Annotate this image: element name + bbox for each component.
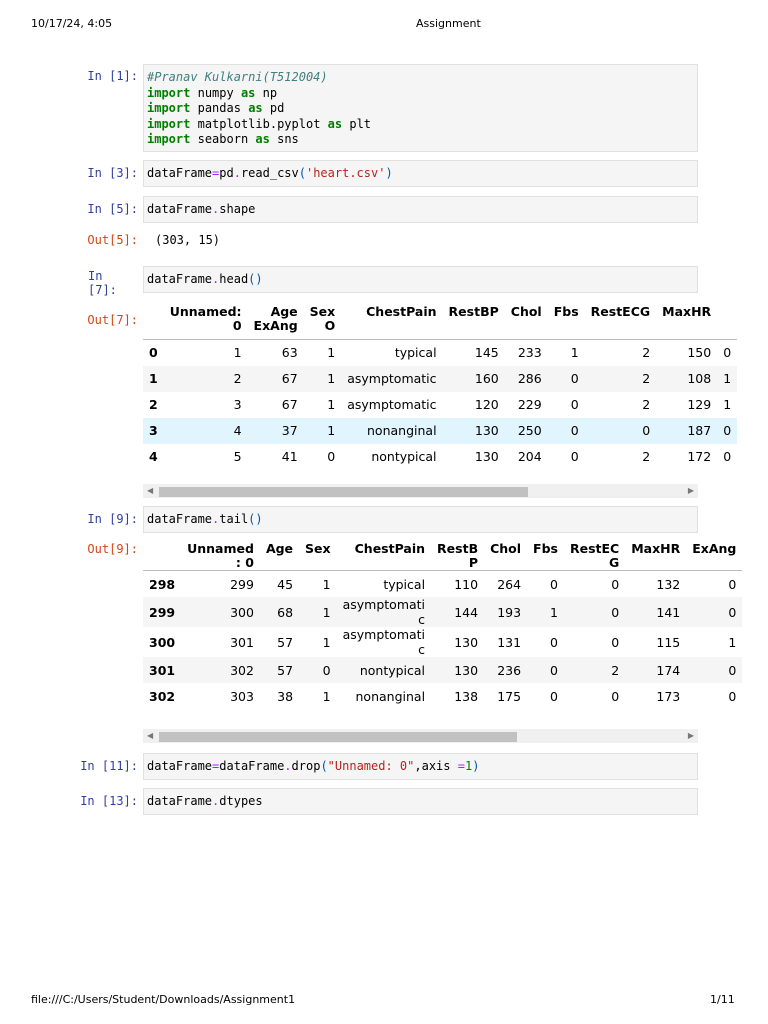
table-cell: asymptomati c — [337, 597, 431, 627]
table-cell: 2 — [585, 366, 657, 392]
module: seaborn — [197, 132, 249, 146]
table-cell: 38 — [277, 688, 294, 704]
table-cell: 0 — [550, 576, 558, 592]
print-datetime: 10/17/24, 4:05 — [31, 17, 113, 30]
keyword: as — [240, 85, 256, 100]
column-header — [717, 305, 737, 339]
column-header: MaxHR — [631, 541, 681, 556]
table-cell: 302 — [181, 657, 260, 683]
cell-9-prompt: In [9]: — [87, 512, 138, 526]
table-cell: 130 — [474, 449, 499, 464]
table-cell: 172 — [687, 449, 712, 464]
table-cell: 2 — [642, 345, 651, 360]
table-cell: 0 — [686, 597, 742, 627]
cell-13-prompt: In [13]: — [80, 794, 138, 808]
table-cell: typical — [394, 345, 437, 360]
scrollbar-thumb[interactable] — [159, 487, 528, 497]
row-index: 4 — [149, 449, 158, 464]
table-cell: 120 — [474, 397, 499, 412]
table-cell: 68 — [260, 597, 299, 627]
cell-7-prompt: In [7]: — [88, 269, 117, 297]
table-cell: 0 — [550, 688, 558, 704]
column-header: Age ExAng — [253, 304, 298, 333]
table-cell: 0 — [564, 597, 625, 627]
code-var: dataFrame — [147, 759, 213, 773]
table-cell: 4 — [164, 418, 248, 444]
cell-9-out-prompt: Out[9]: — [87, 542, 138, 556]
code-op: . — [212, 202, 220, 216]
table-cell: 160 — [443, 366, 505, 392]
table-cell: 131 — [497, 634, 522, 650]
table-cell: 45 — [277, 576, 294, 592]
table-cell: 1 — [570, 345, 579, 360]
alias: plt — [349, 116, 372, 131]
table-cell: 0 — [327, 449, 336, 464]
table-cell: 187 — [656, 418, 717, 444]
cell-1-code[interactable] — [143, 64, 698, 152]
code-string: "Unnamed: 0" — [327, 759, 415, 773]
code-op: = — [212, 759, 220, 773]
table-cell: 1 — [728, 634, 737, 650]
column-header: MaxHR — [662, 304, 712, 319]
cell-5-out-prompt: Out[5]: — [87, 233, 138, 247]
table-cell: 0 — [728, 576, 737, 592]
table-cell: 41 — [281, 449, 298, 464]
code-number: 1 — [464, 759, 473, 773]
print-footer-path: file:///C:/Users/Student/Downloads/Assignment1 — [31, 993, 296, 1006]
table-row — [143, 657, 742, 683]
alias: np — [262, 85, 278, 100]
table-row — [143, 418, 737, 444]
table-cell: 67 — [248, 366, 304, 392]
table-cell: 0 — [728, 688, 737, 704]
column-header: ExAng — [692, 541, 737, 556]
table-cell: nontypical — [337, 657, 431, 683]
tail-table-scrollbar[interactable] — [143, 729, 698, 743]
table-cell: 2 — [642, 397, 651, 412]
tail-table-container — [143, 541, 737, 730]
table-cell: 0 — [686, 657, 742, 683]
row-index: 2 — [149, 397, 158, 412]
head-table-scrollbar[interactable] — [143, 484, 698, 498]
table-cell: 108 — [656, 366, 717, 392]
code-op: = — [457, 759, 465, 773]
table-cell: 57 — [277, 634, 294, 650]
code-var: dataFrame — [147, 272, 213, 286]
keyword: import — [147, 132, 191, 146]
table-cell: 0 — [723, 449, 732, 464]
tail-table — [143, 542, 742, 709]
table-cell: 0 — [723, 345, 732, 360]
column-header: ChestPain — [366, 304, 437, 319]
table-cell: typical — [383, 576, 426, 592]
table-cell: 2 — [164, 366, 248, 392]
column-header — [143, 305, 164, 339]
row-index: 299 — [143, 597, 181, 627]
head-table-container — [143, 304, 732, 475]
column-header: ChestPain — [354, 541, 426, 556]
table-cell: asymptomati c — [342, 627, 426, 657]
print-page-number: 1/11 — [710, 993, 735, 1006]
column-header: RestB P — [437, 541, 479, 570]
table-cell: 67 — [281, 397, 298, 412]
code-attr: shape — [219, 202, 256, 216]
column-header: RestEC G — [569, 541, 620, 570]
table-cell: nontypical — [371, 449, 437, 464]
column-header — [143, 542, 181, 571]
code-op: . — [212, 272, 220, 286]
code-op: . — [284, 759, 292, 773]
code-paren: ( — [298, 166, 306, 180]
table-cell: 57 — [260, 657, 299, 683]
cell-7-out-prompt: Out[7]: — [87, 313, 138, 327]
table-cell: 110 — [454, 576, 479, 592]
scroll-left-arrow-icon[interactable]: ◀ — [147, 731, 154, 740]
table-row — [143, 392, 737, 418]
table-cell: 0 — [527, 657, 564, 683]
table-cell: 0 — [548, 366, 585, 392]
cell-3-prompt: In [3]: — [87, 166, 138, 180]
table-cell: 0 — [570, 449, 579, 464]
cell-1-prompt: In [1]: — [87, 69, 138, 83]
code-op: = — [212, 166, 220, 180]
module: pandas — [197, 101, 241, 115]
code-op: . — [212, 512, 220, 526]
table-cell: 141 — [625, 597, 686, 627]
table-row — [143, 366, 737, 392]
row-index: 301 — [143, 657, 181, 683]
code-paren: () — [248, 512, 263, 526]
table-row — [143, 571, 742, 598]
code-op: . — [233, 166, 241, 180]
keyword: import — [147, 101, 191, 115]
code-fn: read_csv — [240, 166, 299, 180]
table-row — [143, 339, 737, 366]
cell-11-prompt: In [11]: — [80, 759, 138, 773]
code-var: dataFrame — [147, 166, 213, 180]
table-cell: 229 — [517, 397, 542, 412]
code-var: dataFrame — [147, 794, 213, 808]
table-cell: 1 — [717, 366, 737, 392]
head-table — [143, 305, 737, 470]
table-cell: 1 — [322, 634, 331, 650]
code-var: pd — [219, 166, 234, 180]
code-paren: () — [248, 272, 263, 286]
table-cell: 233 — [517, 345, 542, 360]
table-cell: 1 — [322, 688, 331, 704]
table-row — [143, 597, 742, 627]
code-op: . — [212, 794, 220, 808]
table-row — [143, 627, 742, 657]
column-header: Chol — [490, 541, 522, 556]
module: matplotlib.pyplot — [197, 116, 321, 131]
cell-13-code[interactable] — [143, 788, 698, 815]
table-cell: 129 — [687, 397, 712, 412]
table-cell: 250 — [505, 418, 548, 444]
print-title: Assignment — [416, 17, 481, 30]
cell-11-code[interactable] — [143, 753, 698, 780]
table-cell: 0 — [611, 576, 620, 592]
column-header: Fbs — [553, 304, 579, 319]
column-header: RestBP — [448, 304, 499, 319]
scroll-right-arrow-icon[interactable]: ▶ — [687, 731, 694, 740]
code-paren: ( — [320, 759, 328, 773]
table-cell: 144 — [431, 597, 484, 627]
table-cell: 204 — [517, 449, 542, 464]
row-index: 298 — [149, 576, 176, 592]
row-index: 0 — [149, 345, 158, 360]
keyword: import — [147, 85, 191, 100]
keyword: import — [147, 116, 191, 131]
code-var: dataFrame — [219, 759, 285, 773]
table-cell: 145 — [474, 345, 499, 360]
cell-5-prompt: In [5]: — [87, 202, 138, 216]
table-cell: 150 — [687, 345, 712, 360]
table-cell: 1 — [299, 597, 337, 627]
table-cell: nonanginal — [341, 418, 442, 444]
table-cell: 264 — [497, 576, 522, 592]
code-attr: dtypes — [219, 794, 263, 808]
table-cell: 0 — [299, 657, 337, 683]
table-cell: 130 — [454, 634, 479, 650]
table-cell: 0 — [570, 397, 579, 412]
module: numpy — [197, 85, 234, 100]
table-cell: 138 — [454, 688, 479, 704]
table-cell: 300 — [181, 597, 260, 627]
table-cell: 63 — [281, 345, 298, 360]
table-cell: 175 — [497, 688, 522, 704]
row-index: 302 — [149, 688, 176, 704]
cell-5-code[interactable] — [143, 196, 698, 223]
table-cell: 1 — [723, 397, 732, 412]
column-header: RestECG — [590, 304, 651, 319]
table-cell: 1 — [327, 345, 336, 360]
table-cell: 0 — [585, 418, 657, 444]
column-header: Sex O — [309, 304, 336, 333]
row-index: 3 — [143, 418, 164, 444]
code-fn: head — [219, 272, 249, 286]
column-header: Age — [265, 541, 294, 556]
table-cell: 1 — [327, 397, 336, 412]
alias: pd — [269, 101, 285, 115]
table-cell: 236 — [484, 657, 527, 683]
alias: sns — [277, 132, 299, 146]
table-cell: 0 — [611, 634, 620, 650]
scroll-left-arrow-icon[interactable]: ◀ — [147, 486, 154, 495]
table-cell: 0 — [550, 634, 558, 650]
table-cell: asymptomatic — [341, 366, 442, 392]
table-cell: 174 — [625, 657, 686, 683]
table-cell: 1 — [527, 597, 564, 627]
row-index: 300 — [149, 634, 176, 650]
table-cell: 173 — [656, 688, 681, 704]
table-cell: asymptomatic — [347, 397, 437, 412]
column-header: Unnamed: 0 — [169, 304, 242, 333]
table-cell: 2 — [642, 449, 651, 464]
table-cell: 1 — [233, 345, 242, 360]
keyword: as — [248, 101, 263, 115]
code-arg: ,axis — [414, 759, 458, 773]
cell-7-code[interactable] — [143, 266, 698, 293]
row-index: 1 — [143, 366, 164, 392]
table-cell: nonanginal — [355, 688, 426, 704]
table-cell: 130 — [443, 418, 505, 444]
keyword: as — [255, 132, 270, 146]
code-paren: ) — [472, 759, 480, 773]
table-cell: 193 — [484, 597, 527, 627]
code-var: dataFrame — [147, 512, 213, 526]
code-string: 'heart.csv' — [305, 166, 386, 180]
column-header: Sex — [305, 541, 331, 556]
scroll-right-arrow-icon[interactable]: ▶ — [687, 486, 694, 495]
shape-output: (303, 15) — [155, 233, 221, 247]
scrollbar-thumb[interactable] — [159, 732, 517, 742]
table-cell: 1 — [322, 576, 331, 592]
table-cell: 115 — [656, 634, 681, 650]
table-cell: 3 — [233, 397, 242, 412]
keyword: as — [327, 116, 343, 131]
table-cell: 303 — [230, 688, 254, 704]
table-cell: 1 — [304, 418, 342, 444]
column-header: Chol — [510, 304, 542, 319]
table-row — [143, 444, 737, 470]
table-cell: 299 — [230, 576, 254, 592]
table-cell: 2 — [564, 657, 625, 683]
table-cell: 130 — [431, 657, 484, 683]
cell-9-code[interactable] — [143, 506, 698, 533]
cell-3-code[interactable] — [143, 160, 698, 187]
table-cell: 0 — [611, 688, 620, 704]
table-cell: 286 — [505, 366, 548, 392]
table-cell: 301 — [230, 634, 254, 650]
code-var: dataFrame — [147, 202, 213, 216]
table-cell: 0 — [548, 418, 585, 444]
table-cell: 5 — [233, 449, 242, 464]
code-fn: drop — [291, 759, 321, 773]
code-fn: tail — [219, 512, 249, 526]
code-paren: ) — [385, 166, 393, 180]
table-cell: 132 — [656, 576, 681, 592]
column-header: Unnamed : 0 — [187, 541, 254, 570]
table-row — [143, 683, 742, 709]
table-cell: 1 — [304, 366, 342, 392]
table-cell: 0 — [717, 418, 737, 444]
comment: #Pranav Kulkarni(T512004) — [147, 70, 328, 84]
table-cell: 37 — [248, 418, 304, 444]
column-header: Fbs — [533, 541, 558, 556]
